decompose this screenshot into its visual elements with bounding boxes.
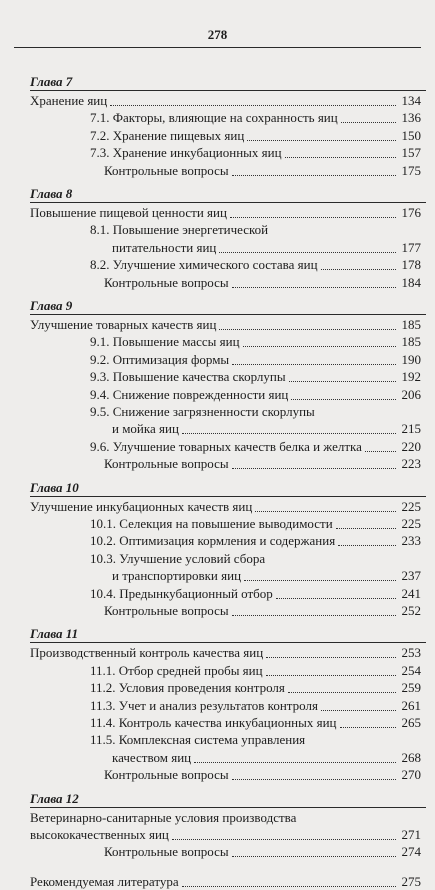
dot-leader [365,451,396,452]
toc-entry-title: и транспортировки яиц [112,568,242,584]
toc-entry [104,275,421,291]
toc-entry-page: 134 [401,93,421,108]
dot-leader [182,433,396,434]
toc-entry [104,844,421,860]
toc-entry [104,767,421,783]
toc-entry-page: 241 [401,585,421,601]
dot-leader [232,175,396,176]
dot-leader [321,710,396,711]
chapter-heading: Глава 9 [30,298,73,313]
toc-entry-title: питательности яиц [112,239,217,255]
toc-entry-page: 225 [401,516,421,531]
dot-leader [266,675,396,676]
chapter-rule [30,314,426,315]
toc-entry [90,110,421,126]
chapter-heading: Глава 12 [30,790,79,806]
toc-entry-title: Контрольные вопросы [104,603,229,618]
dot-leader [219,329,396,330]
toc-entry-title: 9.4. Снижение поврежденности яиц [90,386,289,402]
toc-entry-page: 157 [401,145,421,161]
dot-leader [232,287,396,288]
toc-entry [90,387,421,403]
dot-leader [289,381,396,382]
dot-leader [194,762,396,763]
toc-entry [90,369,421,385]
dot-leader [172,839,396,840]
dot-leader [266,657,396,658]
toc-entry-title: 10.3. Улучшение условий сбора [90,550,266,566]
toc-entry [30,499,421,515]
toc-entry-title: 7.3. Хранение инкубационных яиц [90,145,282,161]
toc-entry-page: 259 [401,680,421,696]
toc-entry-title: Контрольные вопросы [104,844,229,860]
toc-entry-title: и мойка яиц [112,421,179,437]
toc-entry-title: 7.1. Факторы, влияющие на сохранность яиц [90,110,338,126]
toc-entry-title: 11.2. Условия проведения контроля [90,680,285,696]
toc-entry [112,240,421,256]
toc-entry-page: 237 [401,568,421,584]
toc-entry-title: Рекомендуемая литература [30,873,179,889]
toc-entry-page: 252 [401,603,421,618]
toc-entry-title: высококачественных яиц [30,827,169,842]
dot-leader [285,157,396,158]
dot-leader [232,615,396,616]
toc-entry-page: 271 [401,827,421,842]
toc-entry [90,586,421,602]
toc-entry-title: 11.3. Учет и анализ результатов контроля [90,697,318,713]
toc-entry-title: 11.1. Отбор средней пробы яиц [90,662,263,678]
toc-entry [90,352,421,368]
toc-entry-title: 9.1. Повышение массы яиц [90,334,240,350]
toc-entry-title: 9.6. Улучшение товарных качеств белка и желтка [90,438,362,454]
toc-entry-page: 177 [401,239,421,255]
toc-entry-title: 10.1. Селекция на повышение выводимости [90,516,333,531]
toc-entry [104,456,421,472]
toc-entry [90,698,421,714]
toc-entry [104,163,421,179]
dot-leader [110,105,396,106]
toc-entry [30,317,421,333]
toc-entry-page: 253 [401,645,421,661]
toc-entry-title: Улучшение товарных качеств яиц [30,317,217,332]
toc-entry-page: 233 [401,533,421,549]
dot-leader [340,727,397,728]
toc-entry-title: Контрольные вопросы [104,767,229,783]
toc-entry-page: 176 [401,205,421,220]
chapter-rule [30,202,426,203]
toc-entry-page: 254 [401,662,421,678]
toc-entry [90,334,421,350]
toc-entry-page: 215 [401,421,421,437]
toc-entry-page: 175 [401,162,421,178]
dot-leader [230,217,396,218]
chapter-rule [30,90,426,91]
toc-entry-page: 268 [401,749,421,765]
toc-entry-title: 11.4. Контроль качества инкубационных яиц [90,715,337,730]
dot-leader [338,545,396,546]
chapter-rule [30,807,426,808]
toc-entry-page: 178 [401,257,421,273]
toc-entry-title: 7.2. Хранение пищевых яиц [90,127,245,143]
dot-leader [232,364,396,365]
dot-leader [276,598,396,599]
chapter-heading: Глава 7 [30,74,73,89]
toc-entry-title: 8.2. Улучшение химического состава яиц [90,257,318,273]
toc-entry-title: 9.5. Снижение загрязненности скорлупы [90,404,315,419]
toc-entry-title: 10.4. Предынкубационный отбор [90,585,273,601]
dot-leader [336,528,396,529]
dot-leader [232,468,396,469]
toc-entry-page: 150 [401,127,421,143]
toc-entry [90,439,421,455]
toc-entry-title: 9.3. Повышение качества скорлупы [90,369,286,385]
dot-leader [255,511,396,512]
toc-entry-page: 185 [401,334,421,350]
toc-entry [90,680,421,696]
toc-entry-page: 206 [401,386,421,402]
toc-entry [30,205,421,221]
dot-leader [341,122,396,123]
toc-entry [112,421,421,437]
toc-entry-title: Контрольные вопросы [104,456,229,472]
chapter-rule [30,642,426,643]
toc-entry [90,128,421,144]
toc-entry-bibliography [30,874,421,890]
toc-entry [112,568,421,584]
toc-entry [90,516,421,532]
toc-entry-page: 275 [401,873,421,889]
dot-leader [182,886,396,887]
toc-entry [90,257,421,273]
dot-leader [321,269,396,270]
toc-entry-title: Контрольные вопросы [104,274,229,290]
page-number: 278 [207,27,228,42]
toc-entry [90,663,421,679]
toc-entry-page: 223 [401,456,421,472]
toc-entry-title: Улучшение инкубационных качеств яиц [30,498,253,514]
toc-entry-page: 270 [401,767,421,783]
chapter-heading: Глава 11 [30,626,79,642]
toc-entry-title: 10.2. Оптимизация кормления и содержания [90,533,336,549]
toc-entry-page: 190 [401,351,421,367]
chapter-heading: Глава 8 [30,186,73,201]
toc-entry-page: 261 [401,697,421,713]
toc-entry-page: 274 [401,844,421,860]
toc-entry-title: Контрольные вопросы [104,162,229,178]
toc-entry-title: Хранение яиц [30,93,108,108]
toc-entry-title: Производственный контроль качества яиц [30,645,264,661]
toc-entry [112,750,421,766]
toc-entry-page: 220 [401,438,421,454]
toc-entry [30,93,421,109]
toc-entry-page: 185 [401,317,421,332]
toc-entry-title: 11.5. Комплексная система управления [90,732,306,748]
chapter-rule [30,496,426,497]
dot-leader [232,779,396,780]
toc-entry-title: 9.2. Оптимизация формы [90,351,230,367]
dot-leader [219,252,396,253]
toc-entry [104,603,421,619]
toc-entry [90,715,421,731]
toc-entry-title: Ветеринарно-санитарные условия производства [30,809,297,825]
toc-entry-title: качеством яиц [112,749,192,765]
toc-entry [30,827,421,843]
dot-leader [291,399,396,400]
chapter-heading: Глава 10 [30,479,79,495]
toc-entry-page: 184 [401,274,421,290]
header-rule [14,47,421,48]
toc-entry [90,145,421,161]
toc-entry-page: 192 [401,369,421,385]
dot-leader [243,346,396,347]
toc-entry-page: 136 [401,110,421,126]
dot-leader [232,856,396,857]
toc-entry-page: 265 [401,715,421,730]
toc-entry [30,645,421,661]
toc-entry [90,533,421,549]
dot-leader [247,140,396,141]
toc-entry-title: 8.1. Повышение энергетической [90,222,269,238]
dot-leader [244,580,396,581]
toc-entry-title: Повышение пищевой ценности яиц [30,205,227,220]
dot-leader [288,692,396,693]
toc-entry-page: 225 [401,498,421,514]
